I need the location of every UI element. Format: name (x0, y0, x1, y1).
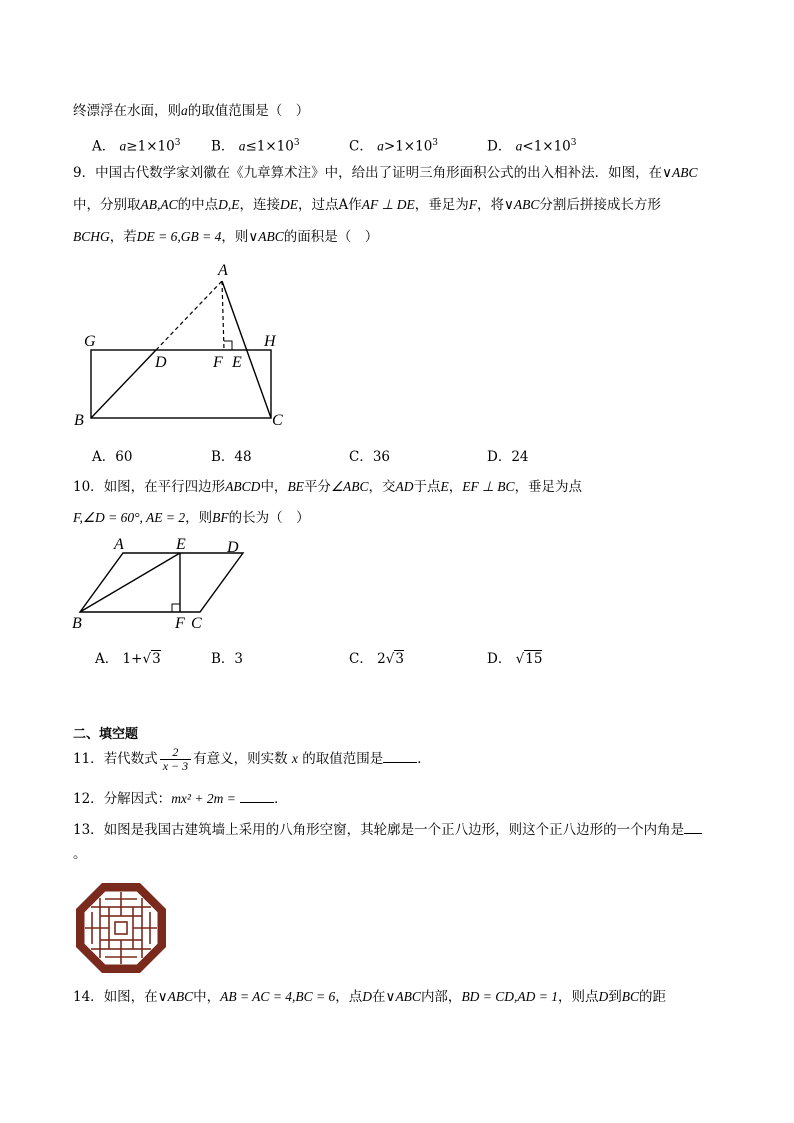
q11-text: 的取值范围是 (302, 751, 384, 767)
segment-be (80, 553, 180, 612)
q13-text: 如图是我国古建筑墙上采用的八角形空窗，其轮廓是一个正八边形，则这个正八边形的一个内角是 (103, 822, 685, 838)
q10-line1 (73, 478, 582, 496)
label-c: C (191, 615, 202, 632)
q9-line1 (73, 164, 697, 182)
q12 (73, 790, 288, 808)
q8-continuation (73, 102, 309, 120)
q9-text: ，连接 (239, 197, 280, 213)
q9-abc: ABC (671, 165, 698, 180)
q10-text: ，交 (368, 479, 396, 495)
option-letter: D． (487, 138, 512, 155)
option-rel: ≥ (126, 138, 138, 155)
parallelogram-abcd (80, 553, 243, 612)
q9-text: ，将 (477, 197, 504, 213)
q9-abc: ABC (513, 197, 540, 212)
q8-option-d[interactable] (487, 134, 577, 156)
option-exp: 3 (432, 138, 439, 148)
option-exp: 3 (293, 138, 300, 148)
q10-text: 如图，在平行四边形 (103, 479, 226, 495)
q10-e: E (440, 479, 449, 494)
q11 (73, 746, 431, 773)
option-var: a (377, 138, 384, 154)
q14-text: ，则点 (558, 989, 599, 1005)
q9-text: 中，分别取 (73, 197, 141, 213)
q10-text: 平分 (303, 479, 331, 495)
option-var: a (515, 138, 523, 154)
triangle-symbol: ∨ (504, 197, 514, 213)
option-letter: C． (349, 651, 373, 667)
q12-end: ． (274, 791, 288, 807)
q10-text: 中， (260, 479, 288, 495)
segment-af-dashed (222, 281, 224, 350)
option-var: a (119, 138, 127, 154)
q13-end: 。 (73, 846, 87, 862)
label-f: F (213, 354, 223, 371)
q14-abc: ABC (395, 989, 421, 1004)
q10-ef: EF ⊥ BC (462, 479, 515, 494)
option-letter: D． (487, 651, 512, 667)
q10-abcd: ABCD (225, 479, 261, 494)
q9-option-a[interactable]: A．60 (92, 449, 133, 465)
q9-text: 中国古代数学家刘徽在《九章算术注》中，给出了证明三角形面积公式的出入相补法．如图，在 (95, 165, 663, 181)
q9-perp: AF ⊥ DE (361, 197, 415, 212)
q11-text: 若代数式 (103, 751, 158, 767)
q10-text: ，垂足为点 (514, 479, 583, 495)
q9-option-d[interactable]: D．24 (487, 449, 529, 465)
q9-option-b[interactable]: B．48 (211, 449, 252, 465)
q14-abc: ABC (167, 989, 194, 1004)
q14 (73, 988, 666, 1006)
option-rel: > (383, 138, 396, 155)
label-b: B (72, 615, 82, 632)
q13-number: 13． (73, 822, 104, 838)
q14-bc: BC (621, 989, 640, 1004)
segment-da-dashed (156, 281, 222, 350)
q9-condition: DE = 6,GB = 4 (136, 229, 222, 244)
octagonal-window-image (75, 882, 167, 974)
q8-option-a[interactable] (92, 134, 180, 156)
q9-points: D,E (218, 197, 240, 212)
q9-figure (60, 255, 300, 435)
triangle-symbol: ∨ (157, 989, 168, 1005)
option-rel: ≤ (245, 138, 257, 155)
label-e: E (232, 354, 242, 371)
q10-bf: BF (212, 510, 229, 525)
rectangle-bchg (91, 350, 271, 418)
q8-option-b[interactable] (211, 134, 300, 156)
q8-tail: 的取值范围是（ ） (187, 103, 310, 119)
q10-text: ，则 (185, 510, 213, 526)
q14-text: ，点 (335, 989, 363, 1005)
q13 (73, 821, 702, 839)
option-prefix: 1+ (122, 651, 143, 667)
q9-abc: ABC (258, 229, 284, 244)
option-radicand: 3 (395, 651, 404, 667)
option-letter: C． (349, 138, 373, 155)
q10-ad: AD (395, 479, 414, 494)
q9-text: ，则 (221, 229, 249, 245)
option-radicand: 15 (525, 651, 543, 667)
label-g: G (84, 333, 96, 350)
q14-text: 到 (608, 989, 622, 1005)
q9-text: ，若 (109, 229, 137, 245)
option-rhs: 1×10 (395, 138, 433, 155)
q9-text: ，垂足为 (414, 197, 469, 213)
q10-figure (68, 534, 248, 634)
q14-text: 在 (372, 989, 386, 1005)
option-rhs: 1×10 (533, 138, 571, 155)
q10-angle: ∠ABC (330, 479, 369, 494)
q10-condition: F,∠D = 60°, AE = 2 (73, 510, 186, 525)
q10-option-c[interactable]: C． 2√3 (349, 651, 404, 667)
option-exp: 3 (174, 138, 181, 148)
triangle-symbol: ∨ (385, 989, 396, 1005)
answer-blank[interactable] (684, 821, 702, 834)
option-prefix: 2 (377, 651, 386, 667)
label-a: A (114, 536, 124, 553)
q9-text: 分割后拼接成长方形 (539, 197, 661, 213)
segment-bd (91, 350, 156, 418)
answer-blank[interactable] (383, 750, 417, 763)
option-radicand: 3 (152, 651, 161, 667)
q11-x: x (291, 751, 298, 766)
label-f: F (175, 615, 185, 632)
q12-text: 分解因式： (103, 791, 172, 807)
q9-option-c[interactable]: C．36 (349, 449, 391, 465)
q10-option-b[interactable]: B．3 (211, 651, 244, 667)
q9-bchg: BCHG (73, 229, 110, 244)
q14-condition-2: BD = CD,AD = 1 (461, 989, 559, 1004)
q14-text: 如图，在 (103, 989, 158, 1005)
option-letter: B． (211, 138, 235, 155)
option-var: a (238, 138, 246, 154)
label-d: D (227, 539, 239, 556)
q14-condition-1: AB = AC = 4,BC = 6 (220, 989, 336, 1004)
q9-text: 的面积是（ ） (283, 229, 379, 245)
q9-text: 的中点 (177, 197, 219, 213)
q12-number: 12． (73, 791, 104, 807)
q9-line3 (73, 228, 378, 246)
triangle-symbol: ∨ (248, 229, 259, 245)
q14-text: 中， (193, 989, 221, 1005)
fraction (160, 746, 191, 773)
fraction-denominator: x − 3 (160, 759, 191, 773)
q9-de: DE (280, 197, 298, 212)
right-angle-mark (172, 604, 180, 612)
q9-number: 9． (73, 165, 96, 181)
fraction-numerator: 2 (172, 745, 179, 759)
label-h: H (264, 333, 276, 350)
q14-text: 的距 (639, 989, 667, 1005)
q10-line2 (73, 509, 310, 527)
q10-number: 10． (73, 479, 104, 495)
q14-number: 14． (73, 989, 104, 1005)
q14-text: 内部， (420, 989, 462, 1005)
q8-var: a (181, 103, 188, 118)
q14-d: D (598, 989, 609, 1004)
option-letter: A． (92, 138, 116, 155)
q10-be: BE (287, 479, 304, 494)
option-rhs: 1×10 (256, 138, 294, 155)
q10-text: 于点 (413, 479, 441, 495)
q11-number: 11． (73, 751, 104, 767)
label-e: E (176, 536, 186, 553)
right-angle-mark (224, 341, 232, 350)
option-exp: 3 (570, 138, 577, 148)
section-heading: 二、填空题 (73, 727, 139, 742)
option-rel: < (522, 138, 534, 155)
q9-f: F (468, 197, 477, 212)
q9-text: ，过点A作 (298, 197, 362, 213)
q10-text: 的长为（ ） (228, 510, 310, 526)
q10-option-d[interactable]: D． √15 (487, 651, 543, 667)
q10-option-a[interactable]: A． 1+√3 (95, 651, 161, 667)
option-rhs: 1×10 (137, 138, 175, 155)
q9-ab-ac: AB,AC (140, 197, 178, 212)
q14-d: D (362, 989, 373, 1004)
q8-text: 终漂浮在水面，则 (73, 103, 181, 119)
option-letter: A． (95, 651, 119, 667)
q8-option-c[interactable] (349, 134, 438, 156)
label-b: B (74, 412, 84, 429)
label-d: D (155, 354, 167, 371)
label-a: A (218, 262, 228, 279)
q10-text: ， (448, 479, 463, 495)
label-c: C (272, 412, 283, 429)
triangle-symbol: ∨ (662, 165, 672, 181)
q9-line2 (73, 196, 661, 214)
q12-expression: mx² + 2m = (171, 791, 236, 806)
q11-end: ． (417, 751, 431, 767)
answer-blank[interactable] (240, 790, 274, 803)
q11-text: 有意义，则实数 (193, 751, 288, 767)
